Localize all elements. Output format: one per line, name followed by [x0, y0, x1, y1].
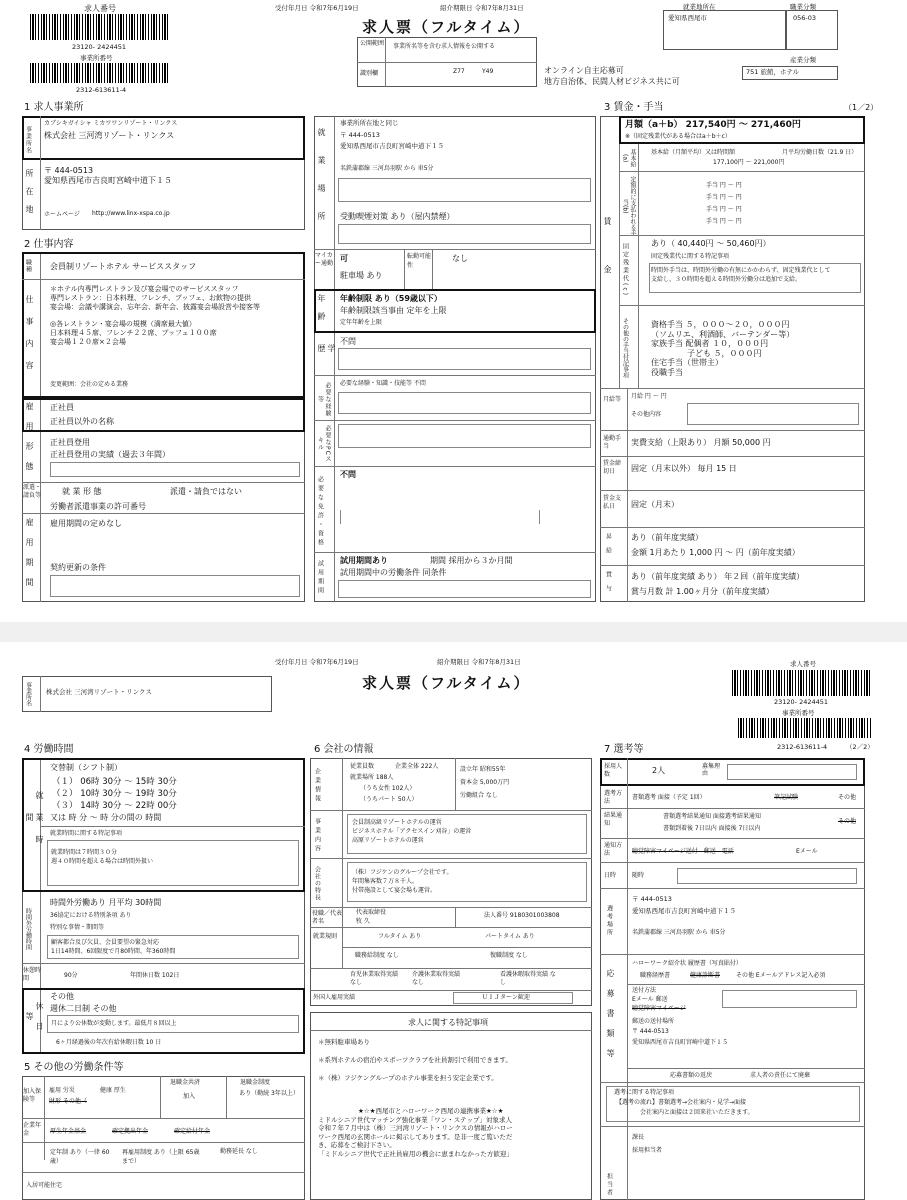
kihon-range: 177,100円 〜 221,000円: [713, 159, 785, 166]
taishoku-seido-val: あり（勤続 3年以上）: [239, 1090, 299, 1097]
jigyosho-no-label-2: 事業所番号: [782, 709, 815, 717]
jigyosho-name: 株式会社 三河湾リゾート・リンクス: [44, 131, 175, 140]
henko: 変更範囲：会社の定める業務: [50, 381, 129, 388]
koyo-name: 正社員以外の名称: [50, 417, 114, 426]
nichiji: 随時: [632, 872, 645, 879]
jigyo-line: 会員制高級リゾートホテルの運営: [352, 819, 442, 826]
kyujitsu3: 月により公休数が変動します。最低月８回以上: [51, 1020, 177, 1027]
shokyu-gaku: 金額 1月あたり 1,000 円 〜 円（前年度実績）: [631, 548, 800, 557]
tokki-line: き、応募をご検討下さい。: [318, 1141, 396, 1149]
daihyo-label: 役職／代表者名: [312, 910, 343, 925]
soufu: 送付方法: [632, 987, 657, 994]
kihon-label: 基本給(a): [621, 149, 636, 167]
zip: 〒 444-0513: [44, 166, 94, 175]
kekka-label: 結果通知: [604, 812, 623, 827]
page-num: （1／2）: [844, 103, 879, 112]
nenkin2: 確定拠出年金: [112, 1128, 149, 1135]
kitsuen: 受動喫煙対策 あり（屋内禁煙）: [340, 212, 455, 221]
page-num-2: （2／2）: [846, 743, 874, 751]
page-title-2: 求人票（フルタイム）: [362, 674, 531, 692]
kigyo-label: 企業情報: [313, 768, 321, 804]
shokumu: 職務給制度 なし: [355, 952, 399, 959]
shoyo: あり（前年度実績 あり） 年２回（前年度実績）: [631, 572, 805, 581]
hp-label: ホームページ: [44, 211, 80, 218]
shozaichi-label: 所在地: [25, 169, 34, 223]
teate-row: 手当 円 〜 円: [706, 218, 742, 225]
sonota-label: その他の手当付記事項: [621, 318, 629, 378]
teate-row: 手当 円 〜 円: [706, 194, 742, 201]
shugyo: 愛知県西尾市: [668, 14, 707, 22]
shigoto-line: ＊ホテル内専門レストラン及び宴会場でのサービススタッフ: [50, 285, 239, 293]
shiyo-label: 試用期間: [316, 560, 324, 596]
gessgaku-note: ※（固定残業代がある場合はa＋b＋c）: [625, 133, 731, 140]
teinen: 定年制 あり（一律 60歳）: [50, 1149, 110, 1165]
senko-strike: 筆記試験: [774, 794, 799, 801]
uij: ＵＩＪターン歓迎: [482, 994, 530, 1001]
kaigo: 介護休業取得実績 なし: [412, 971, 461, 986]
soufu1: Eメール 郵送: [632, 996, 668, 1003]
senko-flow2: 会社案内と面接は２回来社いただきます。: [640, 1109, 754, 1116]
sonota-line: 住宅手当（世帯主）: [651, 358, 723, 367]
basho1: 事業所所在地と同じ: [340, 119, 399, 127]
kyujitsu-label: 休日等: [25, 1002, 44, 1042]
kyujin-no-label-2: 求人番号: [790, 660, 816, 668]
kikan-label: 雇用期間: [25, 518, 34, 598]
nenkin1: 厚生年金基金: [50, 1128, 87, 1135]
keiken: 必要な経験・知識・技能等 不問: [340, 380, 426, 387]
basho-access: 名鉄蒲郡線 三河鳥羽駅 から 車5分: [340, 165, 434, 172]
heikin: 月平均労働日数（21.9 日）: [782, 149, 858, 156]
jigyosho-no-label: 事業所番号: [80, 54, 113, 62]
hoken1: 雇用 労災: [49, 1087, 75, 1094]
jigyosho-label-2: 事業所名: [24, 682, 32, 706]
shimekiri: 固定（月末以外） 毎月 15 日: [631, 464, 737, 473]
tanto1: 課長: [632, 1134, 645, 1141]
tsukin: 実費支給（上限あり） 月額 50,000 円: [631, 438, 771, 447]
tokucho-line: （株）フジケンのグループ会社です。: [352, 869, 453, 876]
sec4: 4 労働時間: [24, 744, 74, 755]
shift: （２） 10時 30分 〜 19時 30分: [52, 789, 177, 799]
basho-zip: 〒 444-0513: [340, 131, 380, 139]
shokai-kigen-2: 紹介期限日 令和7年8月31日: [437, 658, 521, 666]
hoken2: 健康 厚生: [100, 1087, 126, 1094]
senko: 書類選考 面接（予定 1回）: [632, 794, 706, 801]
shugyo-note: 週４０時間を超える場合は時間外扱い: [51, 858, 154, 865]
koyo-label: 雇用形態: [25, 402, 34, 482]
shugyo-keitai: 就 業 形 態: [62, 487, 102, 496]
kyujin-no-label: 求人番号: [84, 4, 116, 13]
kisoku: 就業規則: [313, 933, 338, 940]
shigoto-line: 日本料理４５席、フレンチ２２席、ブッフェ１００席: [50, 329, 217, 337]
kotei-note: 時間外手当は、時間外労働の有無にかかわらず、固定残業代として: [651, 267, 831, 274]
shoyo-gaku: 賞与月数 計 1.00ヶ月分（前年度実績）: [631, 587, 774, 596]
tokki-line: 「ミドルシニア世代で正社員雇用の機会に恵まれなかった方歓迎」: [318, 1149, 513, 1158]
hoken-other: 財形 その他（: [49, 1098, 87, 1105]
part: （うちパート 50人）: [360, 796, 418, 803]
barcode-3: [732, 670, 872, 696]
jigyosho-no: 2312-613611-4: [76, 86, 127, 94]
toyo-jisseki: 正社員登用の実績（過去３年間）: [50, 450, 170, 459]
tokki-line: ワーク西尾の玄関ホールに掲示してあります。是非一度ご覧いただ: [318, 1132, 513, 1141]
kotei-label: 固定残業代(c): [621, 243, 629, 297]
chingin-label: 賃金: [603, 217, 612, 313]
kyujitsu4: 6ヶ月経過後の年次有給休暇日数 10 日: [56, 1039, 162, 1046]
shugyo-jiko: 就業時間に関する特記事項: [50, 830, 123, 837]
daihyo-yaku: 代表取締役: [356, 909, 387, 916]
sonota-line: 役職手当: [651, 367, 683, 377]
shimekiri-label: 賃金締切日: [603, 460, 622, 475]
jugyoin-kigyo: 企業全体 222人: [395, 763, 439, 770]
toyo: 正社員登用: [50, 438, 90, 447]
nenkin-label: 企業年金: [23, 1122, 42, 1137]
haken-kyoka: 労働者派遣事業の許可番号: [50, 502, 146, 511]
kyukei: 90分: [64, 972, 78, 979]
shiharai-label: 賃金支払日: [603, 495, 622, 510]
menkyo: 不問: [340, 470, 356, 479]
jikangai-label: 時間外労働時間: [24, 908, 32, 950]
sec5: 5 その他の労働条件等: [24, 1062, 124, 1073]
tenkin-label: 転勤可能性: [407, 253, 432, 269]
shigoto-line: 専門レストラン：日本料理、フレンチ、ブッフェ、お飲物の提供: [50, 294, 252, 302]
teate-row: 手当 円 〜 円: [706, 206, 742, 213]
tokki-line: ＊無料駐車場あり: [318, 1038, 370, 1046]
barcode: [30, 14, 170, 40]
kihon: 基本給（月額平均）又は時間額: [651, 149, 736, 156]
nenkan: 年間休日数 102日: [130, 972, 180, 979]
kango: 看護休暇取得実績 なし: [500, 971, 556, 986]
kekka1: 書類選考結果通知 面接選考結果通知: [663, 813, 761, 820]
gakureki-label: 学歴: [317, 344, 336, 362]
pc-label: 必要なPCスキル: [316, 425, 331, 463]
senko-addr: 愛知県西尾市吉良町宮崎中道下１５: [632, 907, 736, 915]
shigoto-line: [50, 312, 260, 320]
kotai: 交替制（シフト制）: [50, 763, 122, 772]
address: 愛知県西尾市吉良町宮崎中道下１５: [44, 176, 172, 185]
shokushu-label: 職種: [24, 259, 32, 273]
jugyoin: 従業員数: [350, 763, 375, 770]
uketsuke-2: 受付年月日 令和7年6月19日: [275, 658, 359, 666]
boshu-label: 募集理由: [702, 763, 721, 777]
fukushoku: 復職制度 なし: [490, 952, 528, 959]
keireki: 職務経歴書: [640, 972, 671, 979]
tokubetsu: 特別な事情・期間等: [50, 924, 105, 931]
tanto-label: 担当者: [605, 1173, 613, 1197]
chusha: 駐車場 あり: [340, 271, 383, 280]
senko-basho-label: 選考場所: [605, 905, 613, 937]
tsukin-label: 通勤手当: [603, 435, 622, 450]
sonota-line: 子ども ５，０００円: [687, 348, 762, 358]
josei: （うち女性 102人）: [360, 785, 416, 792]
shokai-kigen: 紹介期限日 令和7年8月31日: [440, 4, 524, 12]
code2: Y49: [482, 68, 494, 75]
nyukyo: 入居可能住宅: [26, 1182, 63, 1189]
jikangai: 時間外労働あり 月平均 30時間: [50, 898, 162, 907]
nenrei-label: 年齢: [317, 294, 326, 330]
nenrei-jiko: 年齢制限該当事由 定年を上限: [340, 306, 447, 315]
tokki-line: ＊系列ホテルの宿泊やスポーツクラブを社員割引で利用できます。: [318, 1056, 512, 1064]
tsuchi: Eメール: [796, 848, 818, 855]
shokyu: あり（前年度実績）: [631, 533, 703, 542]
kyotei: 36協定における特別条項 あり: [50, 912, 132, 919]
shokugyo: 056-03: [793, 14, 817, 22]
tokucho-line: 付帯施設として宴会場も運営。: [352, 887, 437, 894]
sonota-line: 資格手当 ５，０００〜２０，０００円: [651, 320, 790, 329]
nenkin3: 確定給付年金: [174, 1128, 211, 1135]
kotei-jiko: 固定残業代に関する特記事項: [651, 253, 730, 260]
code1: Z77: [453, 68, 465, 75]
basho-label: 就業場所: [317, 128, 326, 240]
gakureki: 不問: [340, 337, 356, 346]
tokucho-label: 会社の特長: [313, 865, 321, 901]
shugyo-note: 就業時間は７時間３０分: [51, 849, 118, 856]
shokugyo-label: 職業分類: [790, 3, 816, 11]
jigyo-label: 事業内容: [313, 818, 321, 854]
barcode-2: [30, 63, 170, 83]
sec1: 1 求人事業所: [24, 102, 84, 113]
barcode-4: [738, 718, 872, 738]
sonota-line: （ソムリエ、利酒師、バーテンダー等）: [651, 329, 795, 339]
sec3: 3 賃金・手当: [604, 102, 664, 113]
saiyo-label: 採用人数: [604, 763, 623, 778]
full: フルタイム あり: [378, 933, 422, 940]
sec6: 6 会社の情報: [314, 744, 374, 755]
nenrei-riyu: 定年年齢を上限: [340, 319, 383, 326]
kinmu: 勤務延長 なし: [220, 1148, 258, 1155]
online: オンライン自主応募可: [544, 66, 624, 75]
jigyosho-2: 株式会社 三河湾リゾート・リンクス: [46, 688, 152, 696]
jigyosho-no-2: 2312-613611-4: [777, 743, 828, 751]
sec2: 2 仕事内容: [24, 239, 74, 250]
teate-label: 定額的に支払われる手当(b): [621, 176, 636, 236]
shigoto-line: 宴会場１２０席×２会場: [50, 338, 126, 346]
hojin: 法人番号 9180301003808: [484, 912, 560, 919]
shigoto-line: 宴会場：会議や講演会、忘年会、新年会、披露宴会場設営や接客等: [50, 303, 260, 311]
senko-sonota: その他: [838, 794, 857, 801]
tokucho-line: 年間集客数７万８千人。: [352, 878, 419, 885]
jugyoin-basho: 就業場所 188人: [350, 774, 394, 781]
senko-zip: 〒 444-0513: [632, 895, 672, 903]
mata: 又は 時 分 〜 時 分の間の 時間: [50, 813, 162, 822]
kotei: あり（ 40,440円 〜 50,460円）: [651, 239, 771, 248]
kyujin-no-2: 23120- 2424451: [774, 698, 829, 706]
parttime: パートタイム あり: [485, 933, 535, 940]
kyujin-no: 23120- 2424451: [72, 43, 127, 51]
keiyaku: 契約更新の条件: [50, 563, 106, 572]
nikkyu-label: 月給等: [603, 396, 622, 403]
shokyu-label: 昇給: [604, 533, 612, 561]
shigoto-line: ◎各レストラン・宴会場の規模（満席最大値）: [50, 320, 196, 328]
soufu-addr: 愛知県西尾市吉良町宮崎中道下１５: [632, 1039, 729, 1046]
tokki-line: 令和７年７月中は（株）三河湾リゾート・リンクスの情報がハロー: [318, 1124, 513, 1132]
taishoku-kyosai: 退職金共済: [170, 1079, 201, 1086]
setsuritsu: 設立年 昭和55年: [460, 766, 506, 773]
soufu-saki: 郵送の送付場所: [632, 1018, 675, 1025]
tsuchi-label: 通知方法: [604, 842, 623, 857]
tenkin: なし: [452, 254, 468, 263]
mycar: 可: [340, 254, 348, 263]
kotei-note: 支給し、３０時間を超える時間外労働分は追加で支給。: [651, 276, 802, 283]
shiyo: 試用期間あり: [340, 556, 388, 565]
tanto2: 採用担当者: [632, 1147, 663, 1154]
kikan: 雇用期間の定めなし: [50, 519, 122, 528]
daihyo: 牧 久: [356, 918, 370, 925]
haken: 派遣・請負ではない: [170, 487, 242, 496]
koyo: 正社員: [50, 403, 74, 412]
tokki-line: ＊（株）フジケングループのホテル事業を担う安定企業です。: [318, 1074, 498, 1082]
kana: カブシキガイシャ ミカワワンリゾート・リンクス: [44, 120, 178, 127]
henrei: 応募書類の返戻: [670, 1072, 713, 1079]
saiyo: 2人: [652, 766, 666, 775]
page-2: 受付年月日 令和7年6月19日 紹介期限日 令和7年8月31日 求人票（フルタイム） 事業所名 株式会社 三河湾リゾート・リンクス 求人番号 23120- 2424451 事業所番号 2312-613611-4 （2／2） 4 労働時間 就業時間 交替制（シフト制） （１） 06時 30分 〜 15時 30分 （２） 10時 30分 〜 19時 30分 （３） 14時 30分 〜 22時 00分 又は 時 分 〜 時 分の間の 時間 就業時間に関する特記事項 就業時間は７時間３０分 週４０時間を超える場合は時間外扱い 時間外労働時間 時間外労働あり 月平均 30時間 36協定における特別条項 あり 特別な事情・期間等 顧客都合及び欠員、会員要望の緊急対応 1日14時間、6回限度で月80時間、年360時間 休憩時間 90分 年間休日数 102日 休日等 その他 週休二日制 その他 月により公休数が変動します。最低月８回以上 6ヶ月経過後の年次有給休暇日数 10 日 5 その他の労働条件等 加入保険等 雇用 労災 健康 厚生 財形 その他（ 退職金共済 加入 退職金制度 あり（勤続 3年以上） 企業年金 厚生年金基金 確定拠出年金 確定給付年金 定年制 あり（一律 60歳） 再雇用制度 あり（上限 65歳まで） 勤務延長 なし 入居可能住宅 6 会社の情報 企業情報 従業員数 就業場所 188人 （うち女性 102人） （うちパート 50人） 企業全体 222人 設立年 昭和55年 資本金 5,000万円 労働組合 なし 事業内容 会員制高級リゾートホテルの運営 ビジネスホテル「アクセスイン刈谷」の運営 高原リゾートホテルの運営 会社の特長 （株）フジケンのグループ会社です。 年間集客数７万８千人。 付帯施設として宴会場も運営。 役職／代表者名 代表取締役 牧 久 法人番号 9180301003808 就業規則 フルタイム あり パートタイム あり 職務給制度 なし 復職制度 なし 育児休業取得実績 なし 介護休業取得実績 なし 看護休暇取得実績 なし 外国人雇用実績 ＵＩＪターン歓迎 求人に関する特記事項 ＊無料駐車場あり ＊系列ホテルの宿泊やスポーツクラブを社員割引で利用できます。 ＊（株）フジケングループのホテル事業を担う安定企業です。 ★☆★西尾市とハローワーク西尾の連携事業★☆★ ミドルシニア世代マッチング強化事業「ワン・ステップ」対象求人 令和７年７月中は（株）三河湾リゾート・リンクスの情報がハロー ワーク西尾の玄関ホールに掲示してあります。是非一度ご覧いただ き、応募をご検討下さい。 「ミドルシニア世代で正社員雇用の機会に恵まれなかった方歓迎」 7 選考等 採用人数 2人 募集理由 選考方法 書類選考 面接（予定 1回） 筆記試験 その他 結果通知 書類選考結果通知 面接選考結果通知 書類到着後 7日以内 面接後 7日以内 その他 通知方法 聴覚障害マイページ送付 郵送 電話 Eメール 日時 随時 選考場所 〒 444-0513 愛知県西尾市吉良町宮崎中道下１５ 名鉄蒲郡線 三河鳥羽駅 から 車5分 応募書類等 ハローワーク紹介状 履歴書（写真貼付） 職務経歴書 健康診断書 その他 Eメールアドレス記入必須 送付方法 Eメール 郵送 聴覚障害マイページ 郵送の送付場所 〒 444-0513 愛知県西尾市吉良町宮崎中道下１５ 応募書類の返戻 求人者の責任にて廃棄 選考に関する特記事項 【選考の流れ】書類選考→会社案内・見学→面接 会社案内と面接は２回来社いただきます。 担当者 課長 採用担当者: [0, 642, 907, 1200]
kumiai: 労働組合 なし: [460, 792, 498, 799]
tokki-line: ミドルシニア世代マッチング強化事業「ワン・ステップ」対象求人: [318, 1115, 512, 1124]
shiharai: 固定（月末）: [631, 500, 679, 509]
chiho: 地方自治体、民間人材ビジネス共に可: [544, 77, 680, 86]
sangyo: 751 旅館，ホテル: [746, 68, 800, 76]
jigyo-line: ビジネスホテル「アクセスイン刈谷」の運営: [352, 828, 472, 835]
soufu-zip: 〒 444-0513: [632, 1028, 669, 1035]
sec7: 7 選考等: [604, 744, 644, 755]
senko-access: 名鉄蒲郡線 三河鳥羽駅 から 車5分: [632, 929, 726, 936]
tokki-line: ★☆★西尾市とハローワーク西尾の連携事業★☆★: [358, 1107, 504, 1115]
shikibetsu-label: 識別欄: [360, 70, 379, 77]
page-title: 求人票（フルタイム）: [362, 18, 531, 36]
senko-flow: 【選考の流れ】書類選考→会社案内・見学→面接: [616, 1099, 747, 1106]
menkyo-label: 必要な免許・資格: [316, 476, 324, 548]
nenrei: 年齢制限 あり（59歳以下）: [340, 294, 442, 303]
kokai-label: 公開範囲: [360, 40, 385, 47]
jigyo-line: 高原リゾートホテルの運営: [352, 837, 424, 844]
nikkyu: 月給 円 〜 円: [631, 393, 667, 400]
sangyo-label: 産業分類: [790, 56, 816, 64]
oubo-label: 応募書類等: [606, 969, 615, 1069]
uketsuke: 受付年月日 令和7年6月19日: [275, 4, 359, 12]
shokai-jo: ハローワーク紹介状 履歴書（写真貼付）: [632, 960, 742, 967]
basho-addr: 愛知県西尾市吉良町宮崎中道下１５: [340, 142, 444, 150]
mycar-label: マイカー通勤: [315, 252, 334, 267]
shugyo-jikan-label: 就業時間: [25, 791, 44, 857]
shugyo-label: 就業地所在: [683, 3, 716, 11]
kyujitsu2: 週休二日制 その他: [50, 1004, 117, 1013]
shokushu: 会員制リゾートホテル サービススタッフ: [50, 262, 197, 271]
nichiji-label: 日時: [604, 872, 617, 879]
haken-label: 派遣・請負等: [23, 484, 42, 499]
shift: （１） 06時 30分 〜 15時 30分: [52, 777, 177, 787]
sonota-line: 家族手当 配偶者 １０，０００円: [651, 339, 769, 348]
tokki-title: 求人に関する特記事項: [408, 1018, 488, 1027]
saikoyo: 再雇用制度 あり（上限 65歳まで）: [122, 1149, 200, 1165]
senko-tokki: 選考に関する特記事項: [614, 1089, 675, 1096]
jigyosho-name-label: 事業所名: [24, 126, 32, 154]
hp[interactable]: http://www.linx-xspa.co.jp: [92, 210, 170, 217]
senko-label: 選考方法: [604, 790, 623, 805]
shoyo-label: 賞与: [604, 571, 612, 599]
kekka2: 書類到着後 7日以内 面接後 7日以内: [663, 825, 761, 832]
henrei-val: 求人者の責任にて廃棄: [750, 1072, 811, 1079]
shiyo-kikan: 期間 採用から３か月間: [430, 556, 513, 565]
kokai: 事業所名等を含む求人情報を公開する: [393, 43, 496, 50]
taishoku-seido: 退職金制度: [240, 1079, 271, 1086]
ikuji: 育児休業取得実績 なし: [350, 971, 399, 986]
kyukei-label: 休憩時間: [23, 967, 42, 982]
kyujitsu1: その他: [50, 992, 74, 1001]
page-gap: [0, 622, 907, 642]
gaikoku: 外国人雇用実績: [313, 994, 356, 1001]
keiken-label: 必要な経験等: [316, 381, 331, 417]
tokubetsu-note: 顧客都合及び欠員、会員要望の緊急対応: [51, 939, 160, 946]
shihon: 資本金 5,000万円: [460, 779, 510, 786]
sonota-naiyo: その他内容: [631, 411, 662, 418]
taishoku-kyosai-val: 加入: [183, 1093, 196, 1100]
tokubetsu-note: 1日14時間、6回限度で月80時間、年360時間: [51, 948, 176, 955]
oubo-sonota: その他 Eメールアドレス記入必須: [736, 972, 826, 979]
shiyo-joken: 試用期間中の労働条件 同条件: [340, 568, 447, 577]
shift: （３） 14時 30分 〜 22時 00分: [52, 801, 177, 811]
gessgaku: 月額（a＋b） 217,540円 〜 271,460円: [625, 120, 801, 130]
shigoto-label: 仕事内容: [25, 295, 34, 383]
hoken-label: 加入保険等: [23, 1088, 42, 1103]
teate-row: 手当 円 〜 円: [706, 182, 742, 189]
